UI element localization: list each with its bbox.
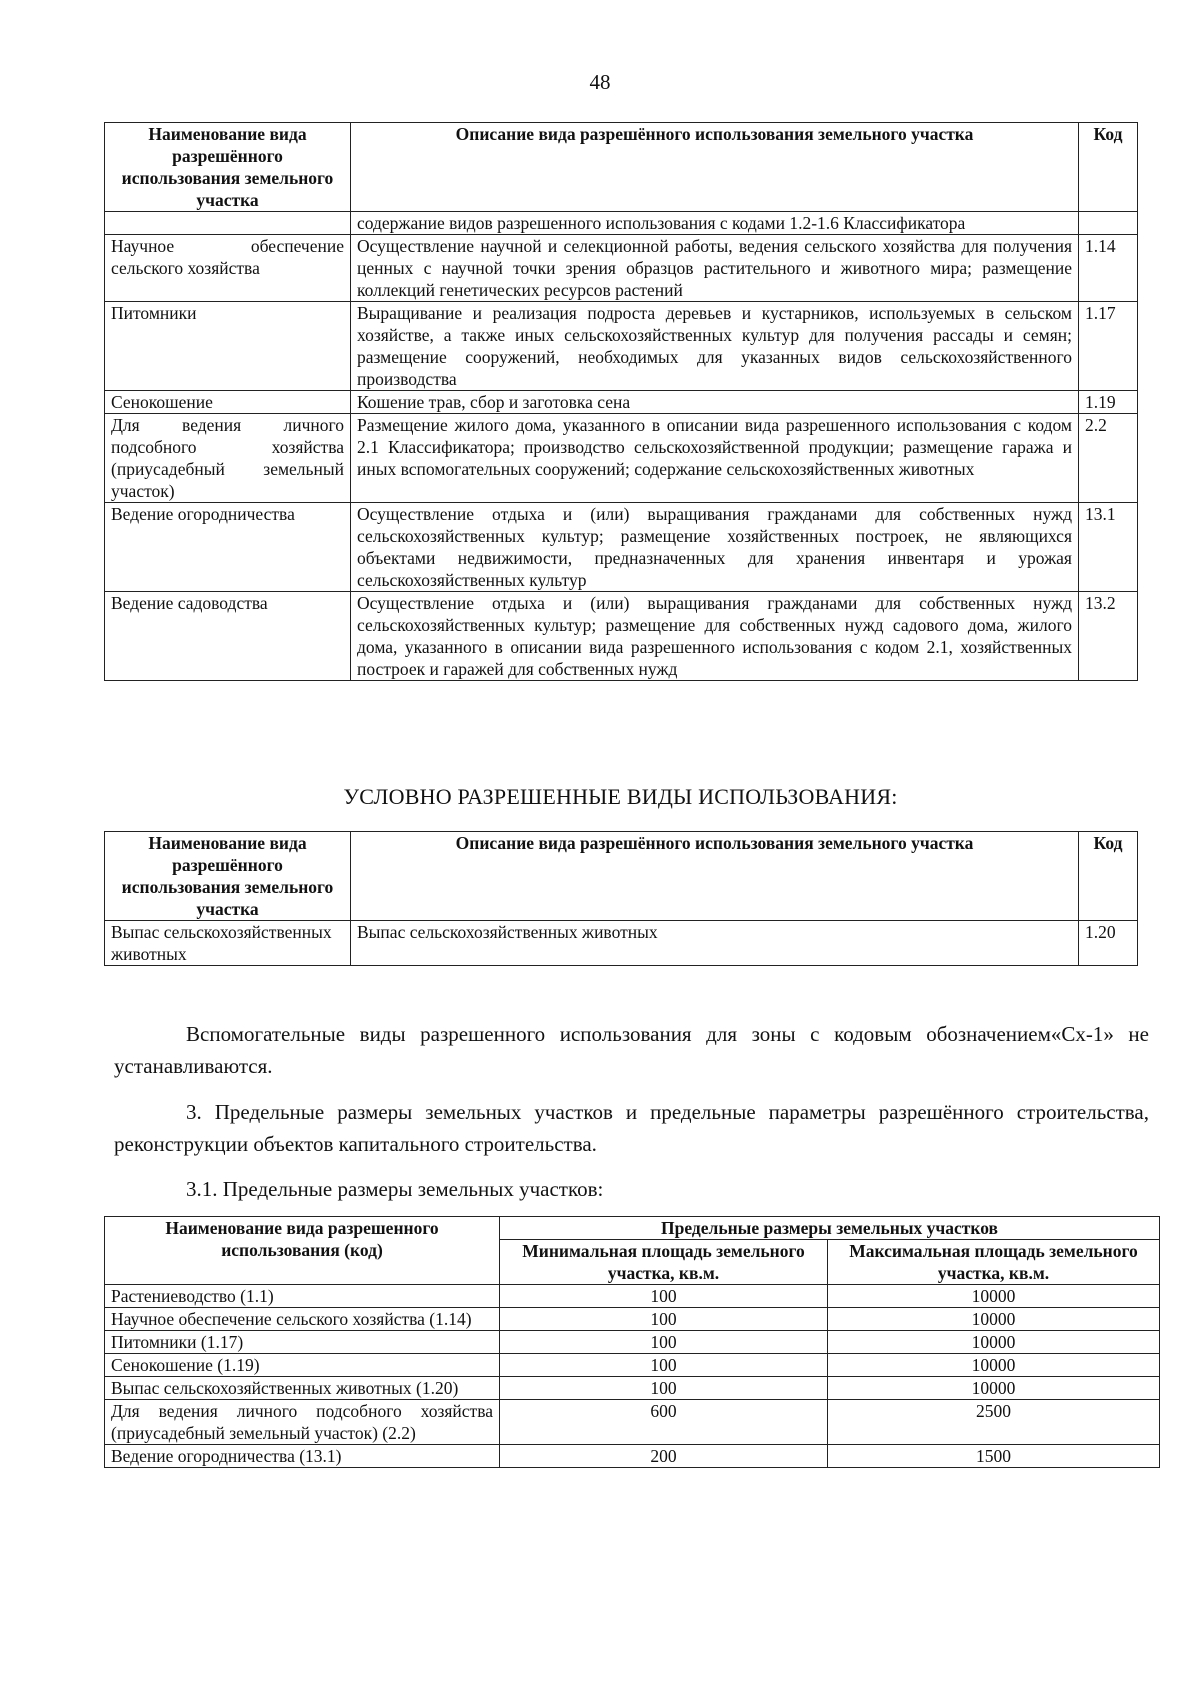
cell-description: содержание видов разрешенного использования с кодами 1.2-1.6 Классификатора — [351, 212, 1079, 235]
header-name: Наименование вида разрешённого использования земельного участка — [105, 832, 351, 921]
cell-use-name: Питомники (1.17) — [105, 1331, 500, 1354]
conditional-uses-table — [104, 831, 1138, 966]
limits-text: 3. Предельные размеры земельных участков и предельные параметры разрешённого строительства, реконструкции объектов капитального строительства. — [114, 1100, 1149, 1156]
auxiliary-uses-text: Вспомогательные виды разрешенного использования для зоны с кодовым обозначением«Сх-1» не устанавливаются. — [114, 1022, 1149, 1078]
table-header-row — [105, 1217, 1160, 1240]
cell-min-area: 200 — [500, 1445, 828, 1468]
cell-description: Кошение трав, сбор и заготовка сена — [351, 391, 1079, 414]
cell-use-name: Для ведения личного подсобного хозяйства (приусадебный земельный участок) (2.2) — [105, 1400, 500, 1445]
cell-name: Выпас сельскохозяйственных животных — [105, 921, 351, 966]
cell-use-name: Выпас сельскохозяйственных животных (1.20) — [105, 1377, 500, 1400]
cell-max-area: 1500 — [828, 1445, 1160, 1468]
header-min-area: Минимальная площадь земельного участка, кв.м. — [500, 1240, 828, 1285]
cell-code: 13.2 — [1079, 592, 1138, 681]
page-number: 48 — [589, 70, 611, 94]
cell-name: Научное обеспечение сельского хозяйства — [105, 235, 351, 302]
cell-use-name: Сенокошение (1.19) — [105, 1354, 500, 1377]
cell-name: Питомники — [105, 302, 351, 391]
header-code: Код — [1079, 123, 1138, 212]
cell-code: 1.17 — [1079, 302, 1138, 391]
table-row — [105, 592, 1138, 681]
cell-max-area: 10000 — [828, 1285, 1160, 1308]
table-row — [105, 391, 1138, 414]
plot-sizes-table — [104, 1216, 1160, 1468]
cell-name: Для ведения личного подсобного хозяйства (приусадебный земельный участок) — [105, 414, 351, 503]
cell-use-name: Научное обеспечение сельского хозяйства (1.14) — [105, 1308, 500, 1331]
cell-min-area: 100 — [500, 1308, 828, 1331]
cell-description: Осуществление научной и селекционной работы, ведения сельского хозяйства для получения ценных с научной точки зрения образцов растительного и животного мира; размещение коллекций генетических ресурсов растений — [351, 235, 1079, 302]
cell-max-area: 10000 — [828, 1354, 1160, 1377]
cell-code: 2.2 — [1079, 414, 1138, 503]
table-row — [105, 1445, 1160, 1468]
auxiliary-uses-paragraph — [114, 1018, 1149, 1082]
table-row — [105, 1331, 1160, 1354]
cell-min-area: 600 — [500, 1400, 828, 1445]
table-row — [105, 921, 1138, 966]
cell-code: 1.14 — [1079, 235, 1138, 302]
table-row — [105, 1285, 1160, 1308]
table-row — [105, 235, 1138, 302]
header-use-name: Наименование вида разрешенного использования (код) — [105, 1217, 500, 1285]
cell-min-area: 100 — [500, 1331, 828, 1354]
header-description: Описание вида разрешённого использования земельного участка — [351, 832, 1079, 921]
cell-description: Размещение жилого дома, указанного в описании вида разрешенного использования с кодом 2.1 Классификатора; производство сельскохозяйственной продукции; размещение гаража и иных вспомогательных сооружений; содержание сельскохозяйственных животных — [351, 414, 1079, 503]
cell-max-area: 2500 — [828, 1400, 1160, 1445]
cell-code: 1.19 — [1079, 391, 1138, 414]
cell-description: Выращивание и реализация подроста деревьев и кустарников, используемых в сельском хозяйстве, а также иных сельскохозяйственных культур для получения рассады и семян; размещение сооружений, необходимых для указанных видов сельскохозяйственного производства — [351, 302, 1079, 391]
table-header-row — [105, 832, 1138, 921]
cell-description: Осуществление отдыха и (или) выращивания гражданами для собственных нужд сельскохозяйственных культур; размещение хозяйственных построек, не являющихся объектами недвижимости, предназначенных для хранения инвентаря и урожая сельскохозяйственных культур — [351, 503, 1079, 592]
cell-use-name: Ведение огородничества (13.1) — [105, 1445, 500, 1468]
cell-code: 13.1 — [1079, 503, 1138, 592]
limits-paragraph — [114, 1096, 1149, 1160]
table-row — [105, 212, 1138, 235]
cell-name: Ведение садоводства — [105, 592, 351, 681]
cell-code: 1.20 — [1079, 921, 1138, 966]
cell-min-area: 100 — [500, 1354, 828, 1377]
table-row — [105, 1400, 1160, 1445]
table-row — [105, 1354, 1160, 1377]
cell-description: Осуществление отдыха и (или) выращивания гражданами для собственных нужд сельскохозяйственных культур; размещение для собственных нужд садового дома, жилого дома, указанного в описании вида разрешенного использования с кодом 2.1, хозяйственных построек и гаражей для собственных нужд — [351, 592, 1079, 681]
header-code: Код — [1079, 832, 1138, 921]
header-name: Наименование вида разрешённого использования земельного участка — [105, 123, 351, 212]
sizes-title-paragraph — [114, 1173, 1149, 1205]
table-header-row — [105, 123, 1138, 212]
cell-code — [1079, 212, 1138, 235]
table-row — [105, 1377, 1160, 1400]
cell-max-area: 10000 — [828, 1308, 1160, 1331]
header-description: Описание вида разрешённого использования земельного участка — [351, 123, 1079, 212]
cell-name — [105, 212, 351, 235]
table-row — [105, 503, 1138, 592]
header-size-group: Предельные размеры земельных участков — [500, 1217, 1160, 1240]
conditional-uses-heading: УСЛОВНО РАЗРЕШЕННЫЕ ВИДЫ ИСПОЛЬЗОВАНИЯ: — [343, 784, 898, 809]
cell-name: Ведение огородничества — [105, 503, 351, 592]
cell-use-name: Растениеводство (1.1) — [105, 1285, 500, 1308]
cell-name: Сенокошение — [105, 391, 351, 414]
cell-description: Выпас сельскохозяйственных животных — [351, 921, 1079, 966]
cell-max-area: 10000 — [828, 1331, 1160, 1354]
sizes-title-text: 3.1. Предельные размеры земельных участков: — [186, 1177, 604, 1201]
table-row — [105, 302, 1138, 391]
header-max-area: Максимальная площадь земельного участка, кв.м. — [828, 1240, 1160, 1285]
permitted-uses-table — [104, 122, 1138, 681]
cell-min-area: 100 — [500, 1377, 828, 1400]
cell-max-area: 10000 — [828, 1377, 1160, 1400]
cell-min-area: 100 — [500, 1285, 828, 1308]
table-row — [105, 1308, 1160, 1331]
table-row — [105, 414, 1138, 503]
